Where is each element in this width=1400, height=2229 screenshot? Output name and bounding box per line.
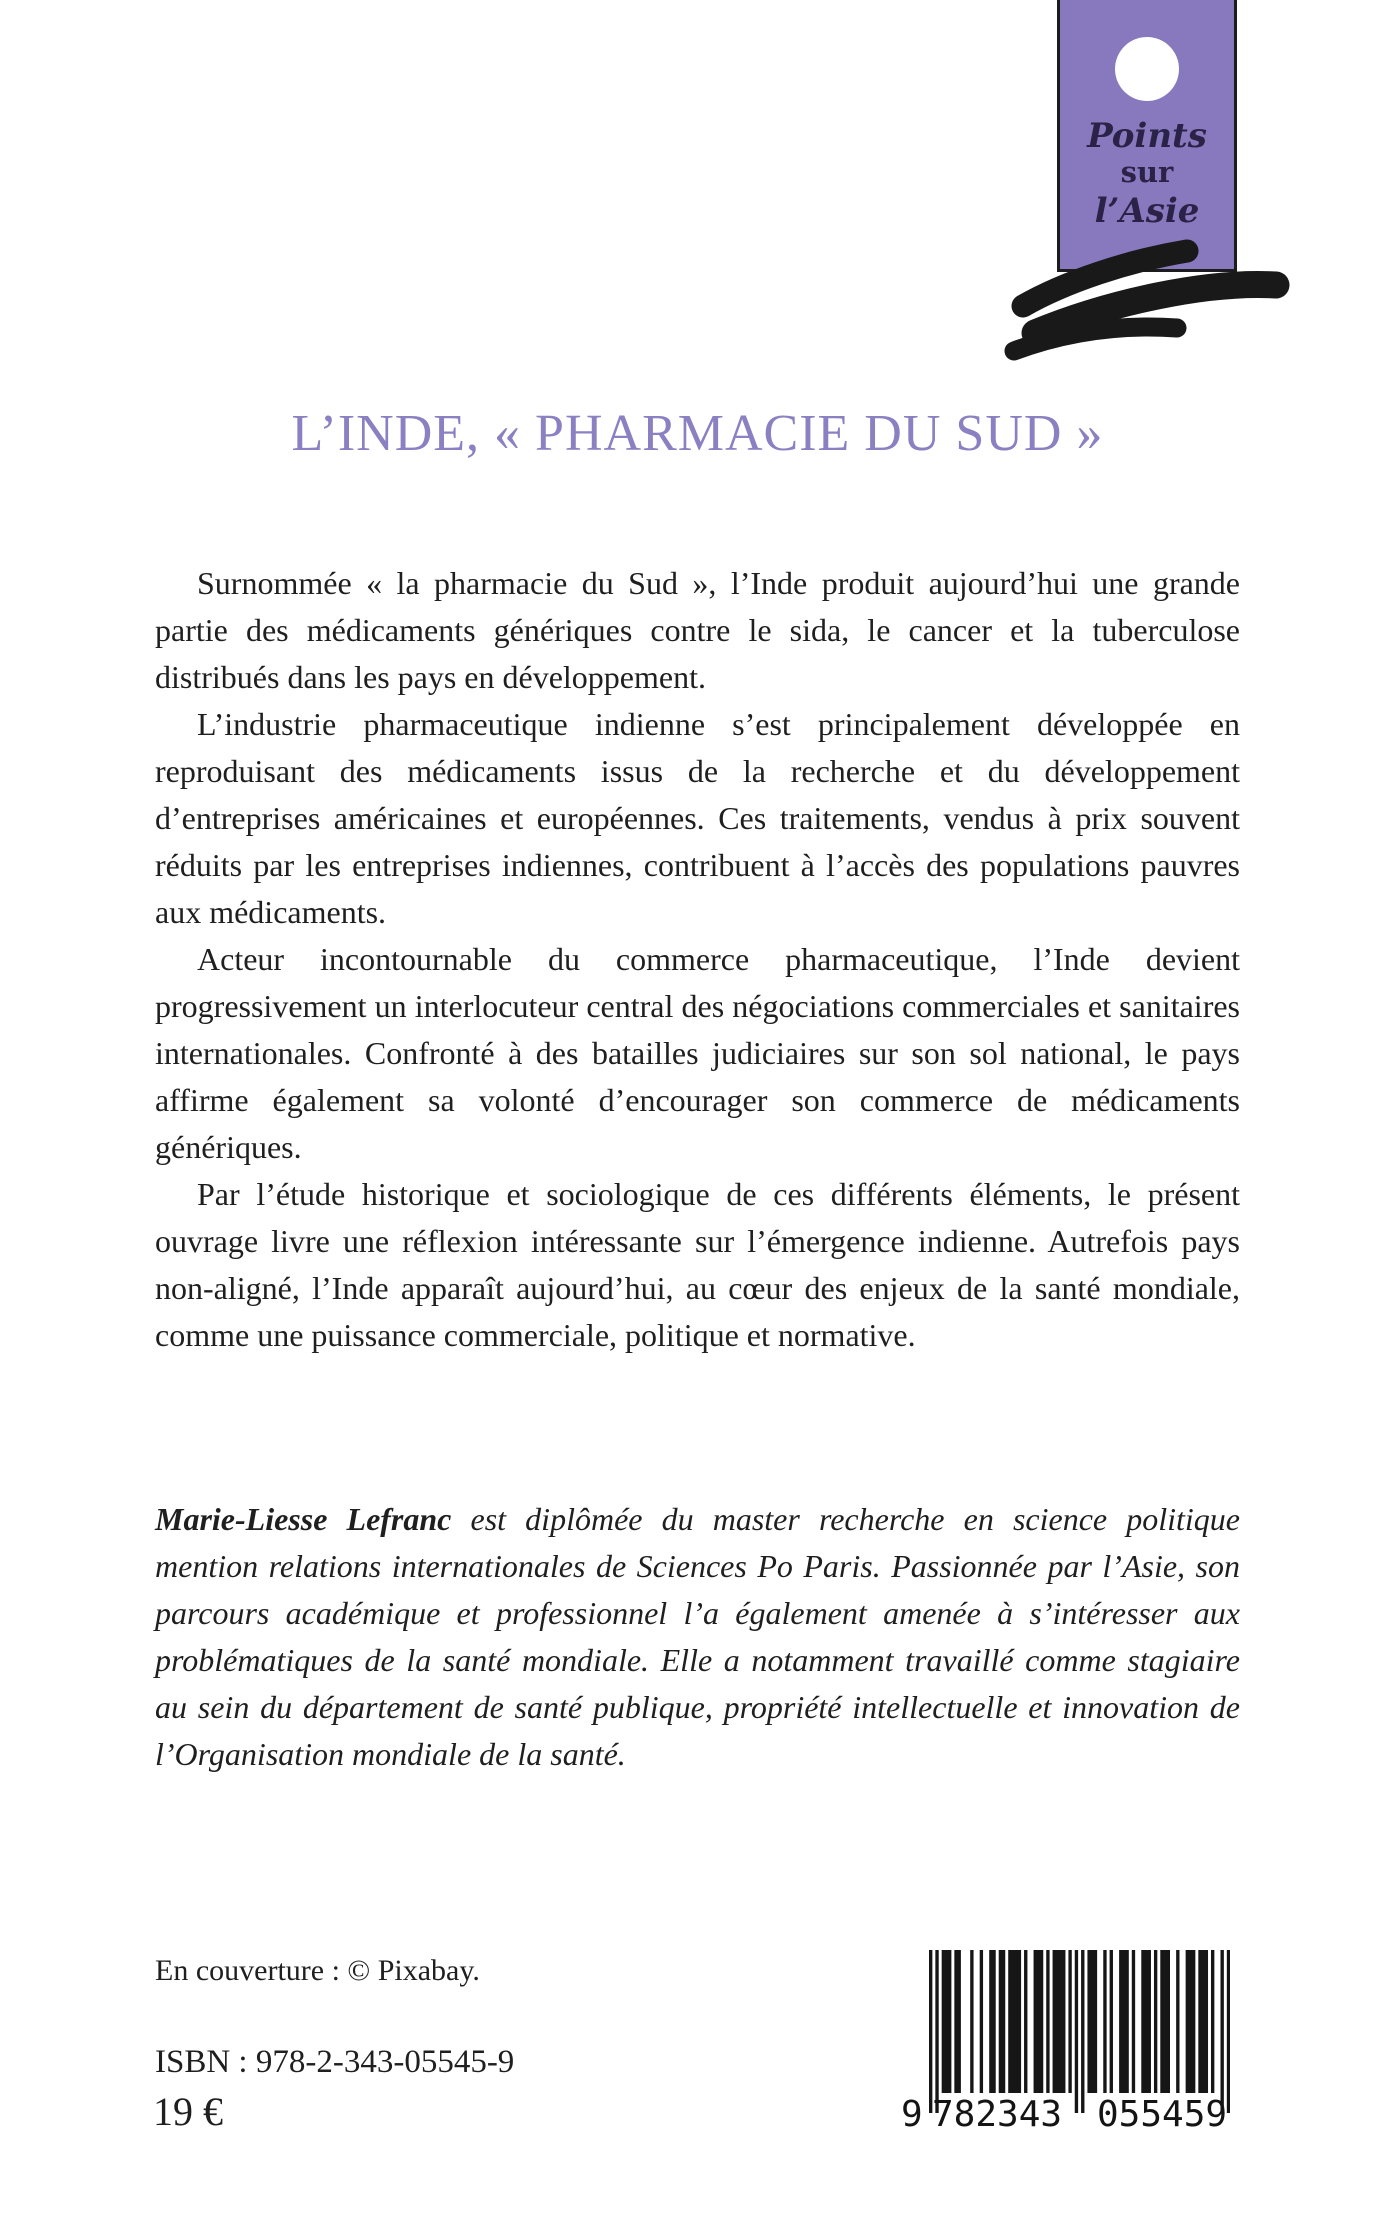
synopsis-paragraph-2: L’industrie pharmaceutique indienne s’est principalement développée en reproduisant des médicaments issus de la recherche et du développement d’entreprises américaines et européennes. Ces traitements, vendus à prix souvent réduits par les entreprises indiennes, contribuent à l’accès des populations pauvres aux médicaments. — [155, 706, 1240, 930]
price: 19 € — [153, 2089, 223, 2134]
barcode-digits-right: 055459 — [1097, 2094, 1228, 2135]
badge-line-sur: sur — [1120, 155, 1174, 189]
badge-line-asie: l’Asie — [1094, 191, 1200, 231]
barcode-digits-left: 782343 — [932, 2094, 1063, 2135]
brush-stroke-icon — [985, 232, 1295, 382]
barcode-digit-first: 9 — [901, 2094, 923, 2135]
cover-credit: En couverture : © Pixabay. — [155, 1954, 480, 1987]
synopsis-paragraph-1: Surnommée « la pharmacie du Sud », l’Inde produit aujourd’hui une grande partie des médicaments génériques contre le sida, le cancer et la tuberculose distribués dans les pays en développement. — [155, 565, 1240, 695]
synopsis-paragraph-3: Acteur incontournable du commerce pharmaceutique, l’Inde devient progressivement un interlocuteur central des négociations commerciales et sanitaires internationales. Confronté à des batailles judiciaires sur son sol national, le pays affirme également sa volonté d’encourager son commerce de médicaments génériques. — [155, 941, 1240, 1165]
barcode-bars — [929, 1950, 1230, 2113]
badge-line-points: Points — [1087, 116, 1207, 156]
badge-hole-circle — [1115, 37, 1179, 101]
author-bio — [155, 1496, 1240, 1778]
author-bio-text: est diplômée du master recherche en science politique mention relations internationales de Sciences Po Paris. Passionnée par l’Asie, son parcours académique et professionnel l’a également amenée à s’intéresser aux problématiques de la santé mondiale. Elle a notamment travaillé comme stagiaire au sein du département de santé publique, propriété intellectuelle et innovation de l’Organisation mondiale de la santé. — [155, 1501, 1241, 1772]
synopsis-paragraph-4: Par l’étude historique et sociologique de ces différents éléments, le présent ouvrage livre une réflexion intéressante sur l’émergence indienne. Autrefois pays non-aligné, l’Inde apparaît aujourd’hui, au cœur des enjeux de la santé mondiale, comme une puissance commerciale, politique et normative. — [155, 1176, 1240, 1353]
isbn-line: ISBN : 978-2-343-05545-9 — [155, 2044, 515, 2080]
synopsis — [155, 560, 1240, 1359]
author-name: Marie-Liesse Lefranc — [155, 1501, 452, 1537]
page-title: L’INDE, « PHARMACIE DU SUD » — [291, 405, 1104, 462]
